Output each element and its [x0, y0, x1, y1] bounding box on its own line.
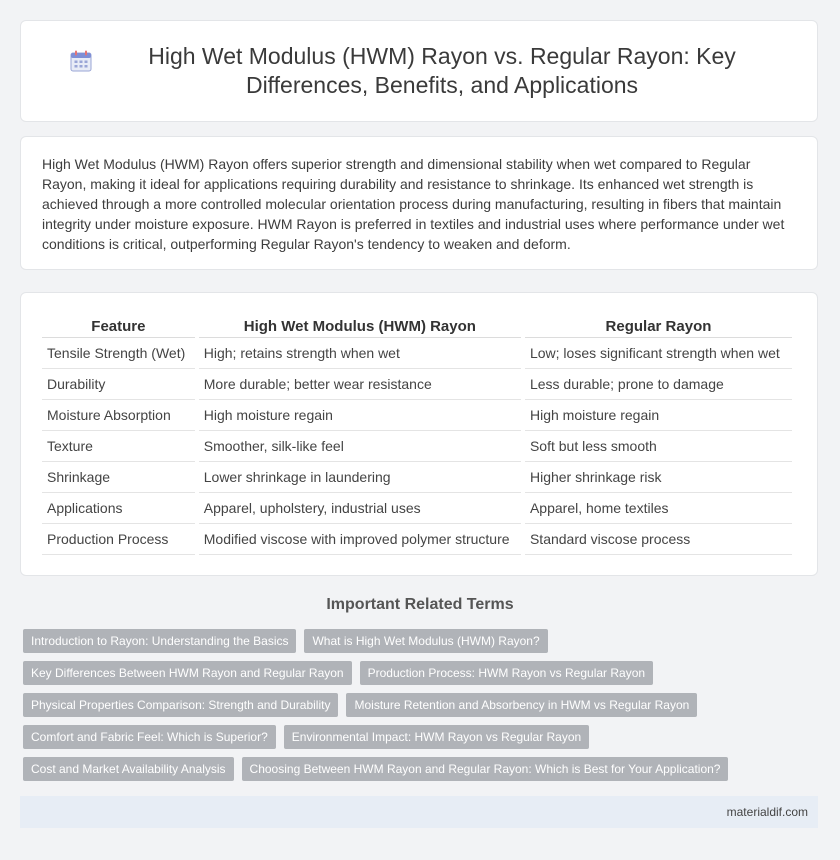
title-wrap — [69, 42, 769, 100]
table-row — [42, 338, 792, 369]
cell-feature: Texture — [42, 431, 195, 462]
cell-feature: Production Process — [42, 524, 195, 555]
table-row — [42, 524, 792, 555]
footer — [20, 796, 818, 828]
related-term-link[interactable]: Introduction to Rayon: Understanding the Basics — [23, 629, 296, 653]
cell-feature: Moisture Absorption — [42, 400, 195, 431]
table-header-row — [42, 311, 792, 338]
header-hwm-rayon: High Wet Modulus (HWM) Rayon — [199, 311, 521, 338]
cell-hwm: High moisture regain — [199, 400, 521, 431]
cell-hwm: More durable; better wear resistance — [199, 369, 521, 400]
related-term-link[interactable]: Key Differences Between HWM Rayon and Regular Rayon — [23, 661, 352, 685]
cell-regular: Standard viscose process — [525, 524, 792, 555]
cell-regular: Higher shrinkage risk — [525, 462, 792, 493]
cell-regular: High moisture regain — [525, 400, 792, 431]
cell-feature: Tensile Strength (Wet) — [42, 338, 195, 369]
table-row — [42, 493, 792, 524]
comparison-card — [20, 292, 818, 576]
cell-feature: Durability — [42, 369, 195, 400]
related-term-link[interactable]: What is High Wet Modulus (HWM) Rayon? — [304, 629, 547, 653]
cell-regular: Low; loses significant strength when wet — [525, 338, 792, 369]
header-feature: Feature — [42, 311, 195, 338]
cell-regular: Soft but less smooth — [525, 431, 792, 462]
intro-paragraph: High Wet Modulus (HWM) Rayon offers superior strength and dimensional stability when wet compared to Regular Rayon, making it ideal for applications requiring durability and resistance to shrinkage. Its enhanced wet strength is achieved through a more controlled molecular orientation process during manufacturing, resulting in fibers that maintain integrity under moisture exposure. HWM Rayon is preferred in textiles and industrial uses where performance under wet conditions is critical, outperforming Regular Rayon's tendency to weaken and deform. — [42, 156, 785, 252]
related-term-link[interactable]: Physical Properties Comparison: Strength and Durability — [23, 693, 338, 717]
table-row — [42, 369, 792, 400]
related-terms-heading: Important Related Terms — [326, 596, 514, 613]
cell-hwm: High; retains strength when wet — [199, 338, 521, 369]
cell-feature: Applications — [42, 493, 195, 524]
title-card — [20, 20, 818, 122]
related-terms-list — [23, 629, 813, 789]
related-term-link[interactable]: Comfort and Fabric Feel: Which is Superior? — [23, 725, 276, 749]
related-term-link[interactable]: Choosing Between HWM Rayon and Regular Rayon: Which is Best for Your Application? — [242, 757, 729, 781]
intro-card — [20, 136, 818, 270]
cell-hwm: Smoother, silk-like feel — [199, 431, 521, 462]
cell-regular: Less durable; prone to damage — [525, 369, 792, 400]
page-title: High Wet Modulus (HWM) Rayon vs. Regular Rayon: Key Differences, Benefits, and Applications — [148, 43, 736, 98]
table-row — [42, 400, 792, 431]
cell-hwm: Lower shrinkage in laundering — [199, 462, 521, 493]
table-row — [42, 431, 792, 462]
cell-hwm: Modified viscose with improved polymer structure — [199, 524, 521, 555]
related-term-link[interactable]: Moisture Retention and Absorbency in HWM vs Regular Rayon — [346, 693, 697, 717]
related-term-link[interactable]: Cost and Market Availability Analysis — [23, 757, 234, 781]
cell-hwm: Apparel, upholstery, industrial uses — [199, 493, 521, 524]
cell-feature: Shrinkage — [42, 462, 195, 493]
table-row — [42, 462, 792, 493]
header-regular-rayon: Regular Rayon — [525, 311, 792, 338]
footer-site-link[interactable]: materialdif.com — [726, 805, 808, 819]
cell-regular: Apparel, home textiles — [525, 493, 792, 524]
comparison-table — [38, 311, 796, 555]
related-term-link[interactable]: Production Process: HWM Rayon vs Regular Rayon — [360, 661, 653, 685]
related-term-link[interactable]: Environmental Impact: HWM Rayon vs Regular Rayon — [284, 725, 589, 749]
calendar-icon — [69, 49, 93, 73]
